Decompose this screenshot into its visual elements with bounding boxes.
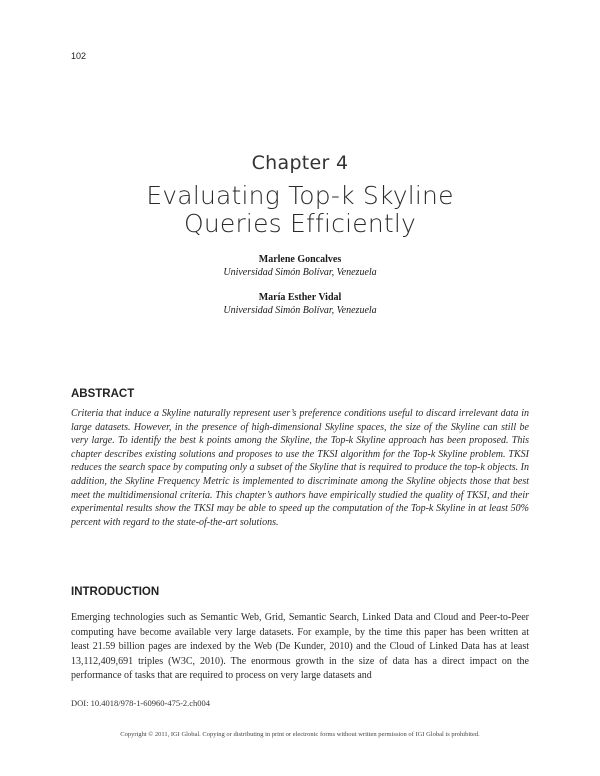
chapter-title-line-1: Evaluating Top-k Skyline (146, 181, 454, 210)
author-affiliation: Universidad Simón Bolívar, Venezuela (223, 305, 377, 316)
chapter-label: Chapter 4 (251, 152, 349, 174)
page-number: 102 (71, 51, 87, 61)
doi-text: DOI: 10.4018/978-1-60960-475-2.ch004 (71, 698, 211, 708)
author-name: María Esther Vidal (258, 292, 342, 303)
introduction-heading: INTRODUCTION (71, 586, 160, 598)
author-name: Marlene Goncalves (258, 254, 342, 265)
chapter-title (0, 182, 600, 238)
author-block (0, 253, 600, 279)
abstract-heading: ABSTRACT (71, 388, 135, 400)
author-affiliation: Universidad Simón Bolívar, Venezuela (223, 267, 377, 278)
chapter-title-line-2: Queries Efficiently (183, 209, 417, 238)
author-block (0, 291, 600, 317)
abstract-text: Criteria that induce a Skyline naturally represent user’s preference conditions useful to discard irrelevant data in large datasets. However, in the presence of high-dimensional Skyline spaces, the size of the Skyline can still be very large. To identify the best k points among the Skyline, the Top-k Skyline approach has been proposed. This chapter describes existing solutions and proposes to use the TKSI algorithm for the Top-k Skyline problem. TKSI reduces the search space by computing only a subset of the Skyline that is required to produce the top-k objects. In addition, the Skyline Frequency Metric is implemented to discriminate among the Skyline objects those that best meet the multidimensional criteria. This chapter’s authors have empirically studied the quality of TKSI, and their experimental results show the TKSI may be able to speed up the computation of the Top-k Skyline in at least 50% percent with regard to the state-of-the-art solutions. (71, 408, 529, 528)
introduction-text: Emerging technologies such as Semantic Web, Grid, Semantic Search, Linked Data and Cloud and Peer-to-Peer computing have become available very large datasets. For example, by the time this paper has been written at least 21.59 billion pages are indexed by the Web (De Kunder, 2010) and the Cloud of Linked Data has at least 13,112,409,691 triples (W3C, 2010). The enormous growth in the size of data has a direct impact on the performance of tasks that are required to process on very large datasets and (71, 612, 529, 682)
copyright-notice: Copyright © 2011, IGI Global. Copying or distributing in print or electronic forms without written permission of IGI Global is prohibited. (120, 731, 480, 738)
